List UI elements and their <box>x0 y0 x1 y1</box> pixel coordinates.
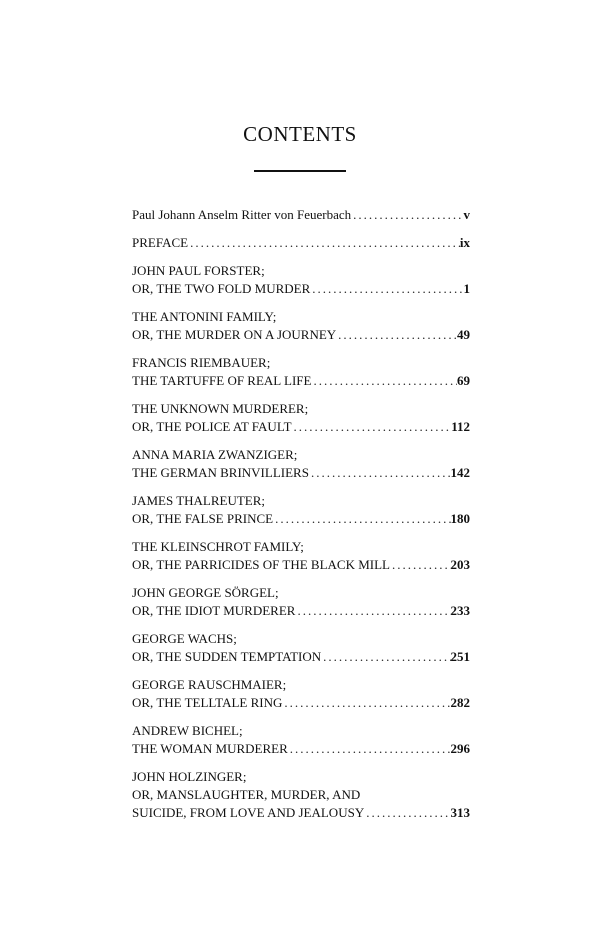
toc-entry[interactable] <box>132 262 470 298</box>
toc-entry-title-line: Paul Johann Anselm Ritter von Feuerbach <box>132 207 352 222</box>
toc-page-number: 49 <box>457 327 470 342</box>
toc-entry-title-line: THE KLEINSCHROT FAMILY; <box>132 539 304 554</box>
toc-entry-last-line <box>132 602 470 620</box>
dot-leader <box>273 510 450 528</box>
dot-leader <box>309 464 451 482</box>
toc-entry[interactable] <box>132 676 470 712</box>
toc-entry-title-line: OR, THE MURDER ON A JOURNEY <box>132 327 337 342</box>
toc-entry[interactable] <box>132 584 470 620</box>
dot-leader <box>282 694 450 712</box>
toc-entry-title-line: OR, THE POLICE AT FAULT <box>132 419 292 434</box>
toc-page-number: 251 <box>450 649 470 664</box>
page-title: CONTENTS <box>243 122 357 146</box>
title-divider <box>254 170 346 172</box>
toc-entry[interactable] <box>132 492 470 528</box>
toc-entry-title-line: FRANCIS RIEMBAUER; <box>132 355 271 370</box>
toc-entry-last-line <box>132 740 470 758</box>
toc-entry[interactable] <box>132 630 470 666</box>
toc-page-number: 282 <box>450 695 470 710</box>
toc-entry-title-line: OR, MANSLAUGHTER, MURDER, AND <box>132 787 361 802</box>
toc-entry-title-line: GEORGE RAUSCHMAIER; <box>132 677 287 692</box>
toc-entry[interactable] <box>132 234 470 252</box>
toc-page-number: 296 <box>450 741 470 756</box>
toc-entry[interactable] <box>132 768 470 822</box>
toc-page-number: 1 <box>463 281 470 296</box>
dot-leader <box>295 602 450 620</box>
toc-entry-last-line <box>132 648 470 666</box>
toc-entry-title-line: OR, THE IDIOT MURDERER <box>132 603 296 618</box>
dot-leader <box>188 234 460 252</box>
toc-entry-last-line <box>132 418 470 436</box>
toc-page-number: 233 <box>450 603 470 618</box>
toc-entry-title-line: JAMES THALREUTER; <box>132 493 266 508</box>
toc-entry-last-line <box>132 206 470 224</box>
toc-entry-title-line: ANNA MARIA ZWANZIGER; <box>132 447 298 462</box>
toc-entry-title-line: GEORGE WACHS; <box>132 631 237 646</box>
toc-entry[interactable] <box>132 538 470 574</box>
dot-leader <box>288 740 451 758</box>
toc-entry[interactable] <box>132 400 470 436</box>
toc-entry-last-line <box>132 464 470 482</box>
dot-leader <box>364 804 450 822</box>
toc-page-number: 313 <box>450 805 470 820</box>
toc-entry-last-line <box>132 694 470 712</box>
toc-page-number: ix <box>459 235 470 250</box>
toc-entry[interactable] <box>132 308 470 344</box>
toc-entry-title-line: THE UNKNOWN MURDERER; <box>132 401 309 416</box>
toc-entry-title-line: ANDREW BICHEL; <box>132 723 243 738</box>
toc-entry-title-line: THE TARTUFFE OF REAL LIFE <box>132 373 312 388</box>
toc-entry-last-line <box>132 326 470 344</box>
toc-entry-title-line: JOHN HOLZINGER; <box>132 769 247 784</box>
dot-leader <box>292 418 452 436</box>
toc-page-number: 180 <box>450 511 470 526</box>
toc-entry-last-line <box>132 372 470 390</box>
table-of-contents <box>132 206 470 832</box>
toc-entry[interactable] <box>132 722 470 758</box>
toc-page-number: 69 <box>457 373 470 388</box>
dot-leader <box>390 556 451 574</box>
dot-leader <box>321 648 450 666</box>
toc-entry-last-line <box>132 510 470 528</box>
toc-entry[interactable] <box>132 206 470 224</box>
dot-leader <box>310 280 463 298</box>
dot-leader <box>336 326 457 344</box>
toc-entry-title-line: OR, THE FALSE PRINCE <box>132 511 274 526</box>
toc-entry[interactable] <box>132 354 470 390</box>
toc-entry-title-line: OR, THE TELLTALE RING <box>132 695 283 710</box>
toc-entry-title-line: THE GERMAN BRINVILLIERS <box>132 465 309 480</box>
dot-leader <box>311 372 457 390</box>
toc-entry-title-line: THE ANTONINI FAMILY; <box>132 309 277 324</box>
toc-page-number: 142 <box>450 465 470 480</box>
toc-entry-title-line: OR, THE PARRICIDES OF THE BLACK MILL <box>132 557 390 572</box>
toc-entry-last-line <box>132 804 470 822</box>
toc-entry-title-line: JOHN PAUL FORSTER; <box>132 263 265 278</box>
toc-page-number: 203 <box>450 557 470 572</box>
toc-entry-last-line <box>132 556 470 574</box>
toc-entry-title-line: JOHN GEORGE SÖRGEL; <box>132 585 279 600</box>
toc-entry-title-line: THE WOMAN MURDERER <box>132 741 288 756</box>
toc-entry[interactable] <box>132 446 470 482</box>
toc-entry-title-line: OR, THE TWO FOLD MURDER <box>132 281 311 296</box>
toc-entry-last-line <box>132 234 470 252</box>
toc-page-number: 112 <box>451 419 470 434</box>
toc-page-number: v <box>463 207 470 222</box>
toc-entry-last-line <box>132 280 470 298</box>
toc-entry-title-line: SUICIDE, FROM LOVE AND JEALOUSY <box>132 805 365 820</box>
dot-leader <box>351 206 463 224</box>
toc-entry-title-line: OR, THE SUDDEN TEMPTATION <box>132 649 322 664</box>
toc-entry-title-line: PREFACE <box>132 235 189 250</box>
